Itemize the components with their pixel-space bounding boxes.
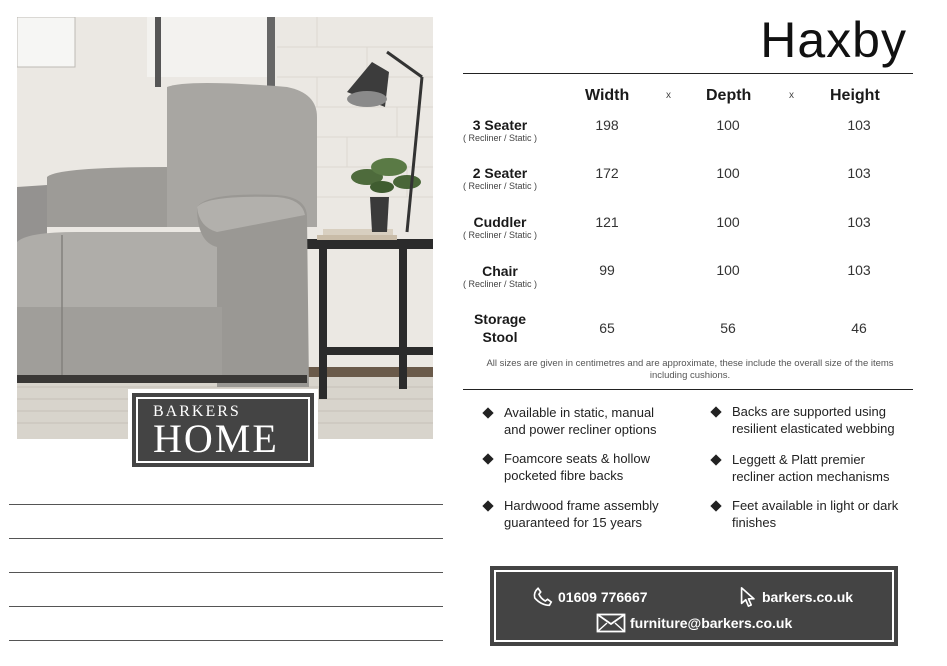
value-width: 121 — [595, 214, 619, 230]
value-height: 103 — [847, 165, 871, 181]
value-height: 46 — [851, 320, 867, 336]
phone-icon — [532, 586, 554, 608]
note-line — [9, 504, 443, 505]
feature-item: Leggett & Platt premier recliner action mechanisms — [712, 452, 890, 485]
diamond-bullet-icon — [482, 453, 493, 464]
email-link[interactable] — [596, 613, 792, 633]
note-line — [9, 640, 443, 641]
envelope-icon — [596, 613, 626, 633]
email-text: furniture@barkers.co.uk — [630, 615, 793, 631]
value-width: 65 — [599, 320, 615, 336]
phone-contact[interactable] — [532, 586, 648, 608]
value-height: 103 — [847, 117, 871, 133]
contact-panel — [490, 566, 898, 646]
note-line — [9, 606, 443, 607]
header-depth: Depth — [706, 87, 752, 104]
row-name-storage-stool: Storage Stool — [473, 311, 527, 345]
value-height: 103 — [847, 262, 871, 278]
feature-item: Available in static, manual and power recliner options — [484, 405, 656, 438]
diamond-bullet-icon — [482, 407, 493, 418]
product-photo — [17, 17, 433, 439]
value-height: 103 — [847, 214, 871, 230]
value-depth: 100 — [716, 117, 740, 133]
value-depth: 100 — [716, 262, 740, 278]
value-width: 99 — [599, 262, 615, 278]
diamond-bullet-icon — [710, 454, 721, 465]
value-width: 198 — [595, 117, 619, 133]
barkers-home-logo — [128, 389, 318, 471]
website-text: barkers.co.uk — [762, 589, 854, 605]
features-divider — [463, 389, 913, 390]
header-separator: x — [789, 90, 794, 101]
sizes-footnote: All sizes are given in centimetres and are approximate, these include the overall size of the items including cushions. — [486, 358, 894, 381]
notes-lines — [9, 504, 443, 666]
website-link[interactable] — [738, 586, 853, 608]
diamond-bullet-icon — [482, 500, 493, 511]
feature-item: Foamcore seats & hollow pocketed fibre backs — [484, 451, 650, 484]
note-line — [9, 572, 443, 573]
logo-text-top: BARKERS — [153, 403, 241, 420]
note-line — [9, 538, 443, 539]
feature-item: Feet available in light or dark finishes — [712, 498, 898, 531]
phone-number: 01609 776667 — [558, 589, 648, 605]
row-name-cuddler: Cuddler ( Recliner / Static ) — [462, 214, 538, 240]
cursor-icon — [738, 586, 758, 608]
diamond-bullet-icon — [710, 500, 721, 511]
title-divider — [463, 73, 913, 74]
row-name-chair: Chair ( Recliner / Static ) — [462, 263, 538, 289]
product-title: Haxby — [760, 12, 907, 68]
row-name-2-seater: 2 Seater ( Recliner / Static ) — [462, 165, 538, 191]
feature-item: Hardwood frame assembly guaranteed for 15 years — [484, 498, 659, 531]
logo-text-bottom: HOME — [153, 416, 279, 461]
row-name-3-seater: 3 Seater ( Recliner / Static ) — [462, 117, 538, 143]
value-width: 172 — [595, 165, 619, 181]
header-height: Height — [830, 87, 880, 104]
feature-item: Backs are supported using resilient elasticated webbing — [712, 404, 895, 437]
value-depth: 100 — [716, 165, 740, 181]
header-separator: x — [666, 90, 671, 101]
diamond-bullet-icon — [710, 406, 721, 417]
header-width: Width — [585, 87, 630, 104]
value-depth: 100 — [716, 214, 740, 230]
value-depth: 56 — [720, 320, 736, 336]
